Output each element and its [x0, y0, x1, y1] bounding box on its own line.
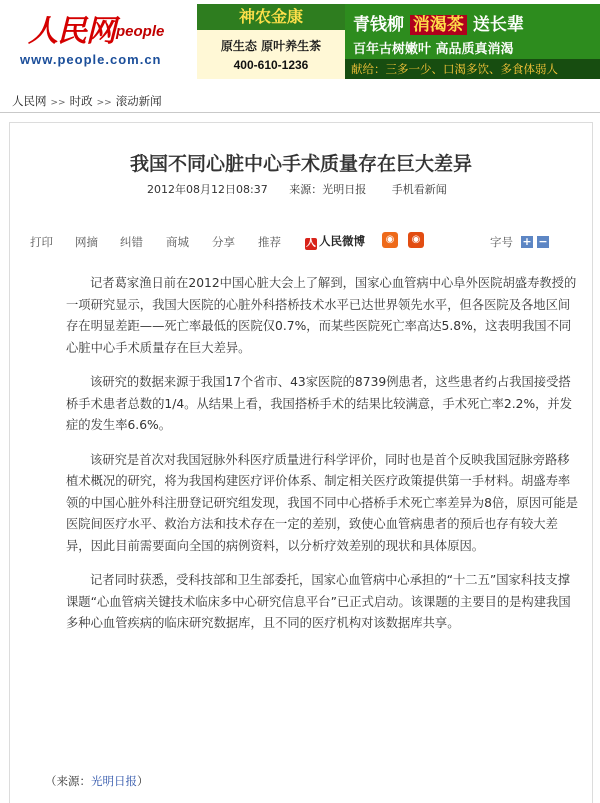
font-decrease-button[interactable]: − — [538, 235, 548, 248]
breadcrumb-separator-icon: >> — [96, 98, 112, 108]
article-paragraph: 该研究是首次对我国冠脉外科医疗质量进行科学评价，同时也是首个反映我国冠脉旁路移植术概况的研究，将为我国构建医疗评价体系、制定相关医疗政策提供第一手材料。胡盛寿率领的中国心脏外科注册登记研究组发现，我国不同中心搭桥手术死亡率差异为8倍，原因可能是医院间医疗水平、救治方法和技术存在一定的差别，致使心血管病患者的预后也存有较大差异，因此目前需要面向全国的病例资料，以分析疗效差别的现状和具体原因。 — [66, 452, 578, 553]
article-body — [66, 273, 578, 648]
breadcrumb-home[interactable]: 人民网 — [12, 94, 47, 108]
article-paragraph: 该研究的数据来源于我国17个省市、43家医院的8739例患者，这些患者约占我国接受搭桥手术患者总数的1/4。从结果上看，我国搭桥手术的结果比较满意，手术死亡率2.2%，并发症的发生率6.6%。 — [66, 375, 573, 432]
logo-english: people — [116, 23, 165, 40]
ad-right-panel — [345, 4, 600, 79]
ad-headline-b: 送长辈 — [472, 15, 524, 35]
article-meta — [147, 181, 447, 197]
breadcrumb — [12, 93, 162, 109]
article-datetime: 2012年08月12日08:37 — [147, 183, 268, 196]
weibo-share-button[interactable] — [305, 233, 365, 250]
ad-brand: 神农金康 — [197, 4, 345, 30]
font-increase-button[interactable]: + — [522, 235, 532, 248]
ad-headline-a: 青钱柳 — [353, 15, 404, 35]
article-paragraph: 记者葛家渔日前在2012中国心脏大会上了解到，国家心血管病中心阜外医院胡盛寿教授的一项研究显示，我国大医院的心脏外科搭桥技术水平已达世界领先水平，但各医院及各地区间存在明显差距——死亡率最低的医院仅0.7%，而某些医院死亡率高达5.8%，这表明我国不同心脏中心手术质量存在巨大差异。 — [66, 276, 577, 355]
article-paragraph: 记者同时获悉，受科技部和卫生部委托，国家心血管病中心承担的“十二五”国家科技支撑课题“心血管病关键技术临床多中心研究信息平台”已正式启动。该课题的主要目的是构建我国多种心血管疾病的临床研究数据库，且不同的医疗机构对该数据库共享。 — [66, 573, 571, 630]
article-panel — [9, 122, 593, 803]
recommend-button[interactable]: 推荐 — [258, 235, 281, 249]
ad-subline: 百年古树嫩叶 高品质真消渴 — [353, 42, 514, 57]
correct-button[interactable]: 纠错 — [120, 235, 143, 249]
excerpt-button[interactable]: 网摘 — [75, 235, 98, 249]
ad-slogan: 原生态 原叶养生茶 — [220, 39, 322, 53]
breadcrumb-bar — [0, 88, 600, 113]
article-toolbar — [30, 234, 570, 252]
footer-source-link[interactable]: 光明日报 — [91, 774, 137, 788]
source-link[interactable]: 光明日报 — [322, 183, 367, 196]
ad-left-panel — [197, 4, 345, 79]
breadcrumb-politics[interactable]: 时政 — [69, 94, 93, 108]
weibo-label: 人民微博 — [319, 234, 365, 248]
share-button[interactable]: 分享 — [212, 235, 235, 249]
logo-url: www.people.com.cn — [20, 52, 162, 67]
site-header — [0, 0, 600, 84]
ad-headline-tea: 消渴茶 — [410, 15, 467, 35]
article-title: 我国不同心脏中心手术质量存在巨大差异 — [129, 153, 472, 175]
footer-source-close: ） — [137, 774, 149, 788]
footer-source-open: （来源： — [45, 774, 91, 788]
breadcrumb-separator-icon: >> — [50, 98, 66, 108]
ad-footer-line: 献给：三多一少、口渴多饮、多食体弱人 — [345, 59, 600, 79]
logo-chinese: 人民网 — [28, 14, 115, 49]
share-site-icon[interactable]: ◉ — [382, 232, 398, 248]
ad-phone: 400-610-1236 — [233, 58, 309, 72]
share-site-icon-2[interactable]: ◉ — [408, 232, 424, 248]
breadcrumb-rolling-news[interactable]: 滚动新闻 — [115, 94, 162, 108]
mall-button[interactable]: 商城 — [166, 235, 189, 249]
banner-ad[interactable] — [197, 4, 600, 79]
weibo-icon: 人 — [306, 238, 316, 249]
article-footer-source — [45, 773, 149, 789]
source-label: 来源： — [289, 183, 323, 196]
print-button[interactable]: 打印 — [30, 235, 53, 249]
mobile-news-link[interactable]: 手机看新闻 — [391, 183, 447, 196]
ad-headline — [353, 10, 524, 35]
people-logo[interactable] — [18, 4, 186, 74]
font-size-label: 字号 — [490, 235, 513, 249]
